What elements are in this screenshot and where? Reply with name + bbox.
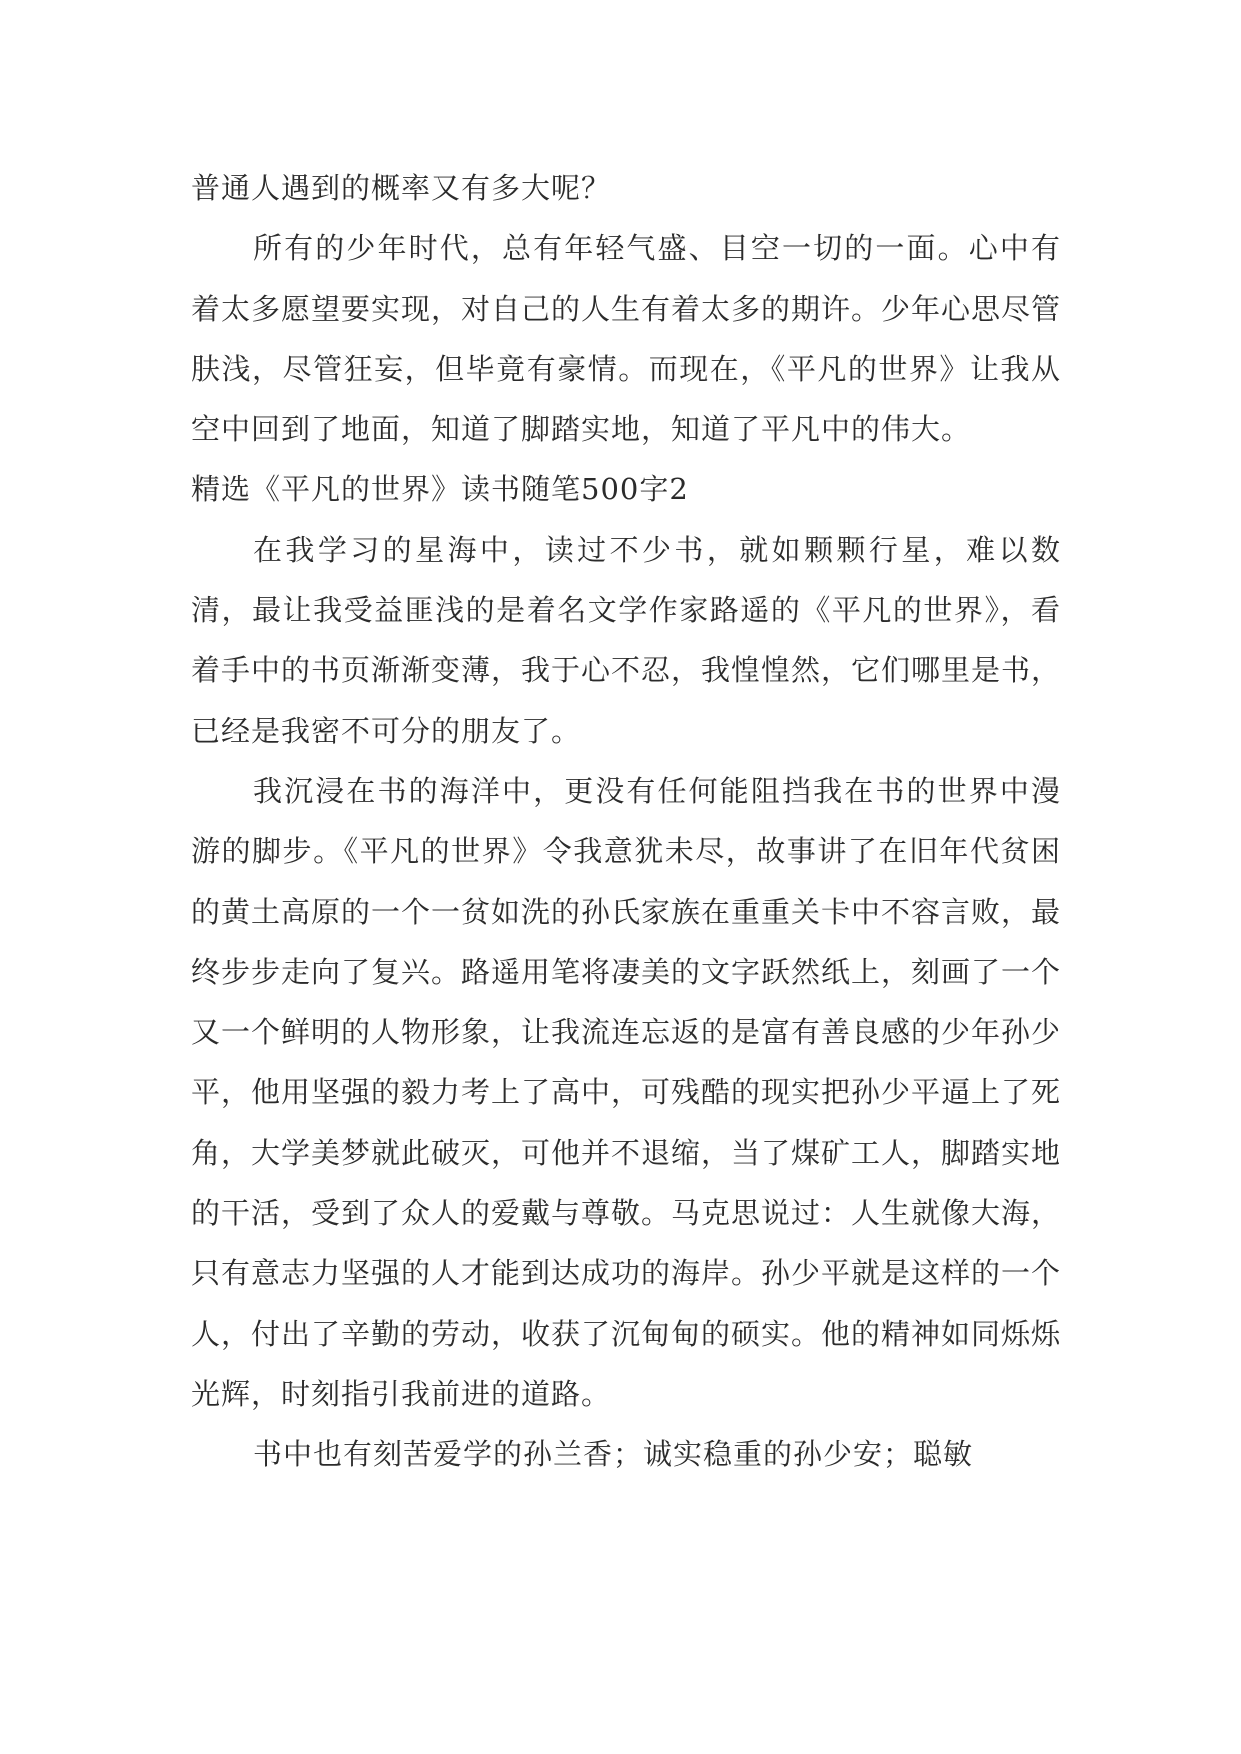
paragraph-characters: 书中也有刻苦爱学的孙兰香；诚实稳重的孙少安；聪敏 (253, 1437, 974, 1472)
document-body (191, 158, 1061, 1485)
paragraph-youth: 所有的少年时代，总有年轻气盛、目空一切的一面。心中有着太多愿望要实现，对自己的人生有着太多的期许。少年心思尽管肤浅，尽管狂妄，但毕竟有豪情。而现在，《平凡的世界》让我从空中回到了地面，知道了脚踏实地，知道了平凡中的伟大。 (191, 231, 1062, 447)
section-heading: 精选《平凡的世界》读书随笔500字2 (191, 472, 689, 507)
paragraph-sun-shaoping: 我沉浸在书的海洋中，更没有任何能阻挡我在书的世界中漫游的脚步。《平凡的世界》令我意犹未尽，故事讲了在旧年代贫困的黄土高原的一个一贫如洗的孙氏家族在重重关卡中不容言败，最终步步走向了复兴。路遥用笔将凄美的文字跃然纸上，刻画了一个又一个鲜明的人物形象，让我流连忘返的是富有善良感的少年孙少平，他用坚强的毅力考上了高中，可残酷的现实把孙少平逼上了死角，大学美梦就此破灭，可他并不退缩，当了煤矿工人，脚踏实地的干活，受到了众人的爱戴与尊敬。马克思说过：人生就像大海，只有意志力坚强的人才能到达成功的海岸。孙少平就是这样的一个人，付出了辛勤的劳动，收获了沉甸甸的硕实。他的精神如同烁烁光辉，时刻指引我前进的道路。 (191, 773, 1062, 1411)
paragraph-star-sea: 在我学习的星海中，读过不少书，就如颗颗行星，难以数清，最让我受益匪浅的是着名文学作家路遥的《平凡的世界》，看着手中的书页渐渐变薄，我于心不忍，我惶惶然，它们哪里是书，已经是我密不可分的朋友了。 (191, 532, 1062, 748)
paragraph-continuation: 普通人遇到的概率又有多大呢？ (191, 171, 612, 205)
